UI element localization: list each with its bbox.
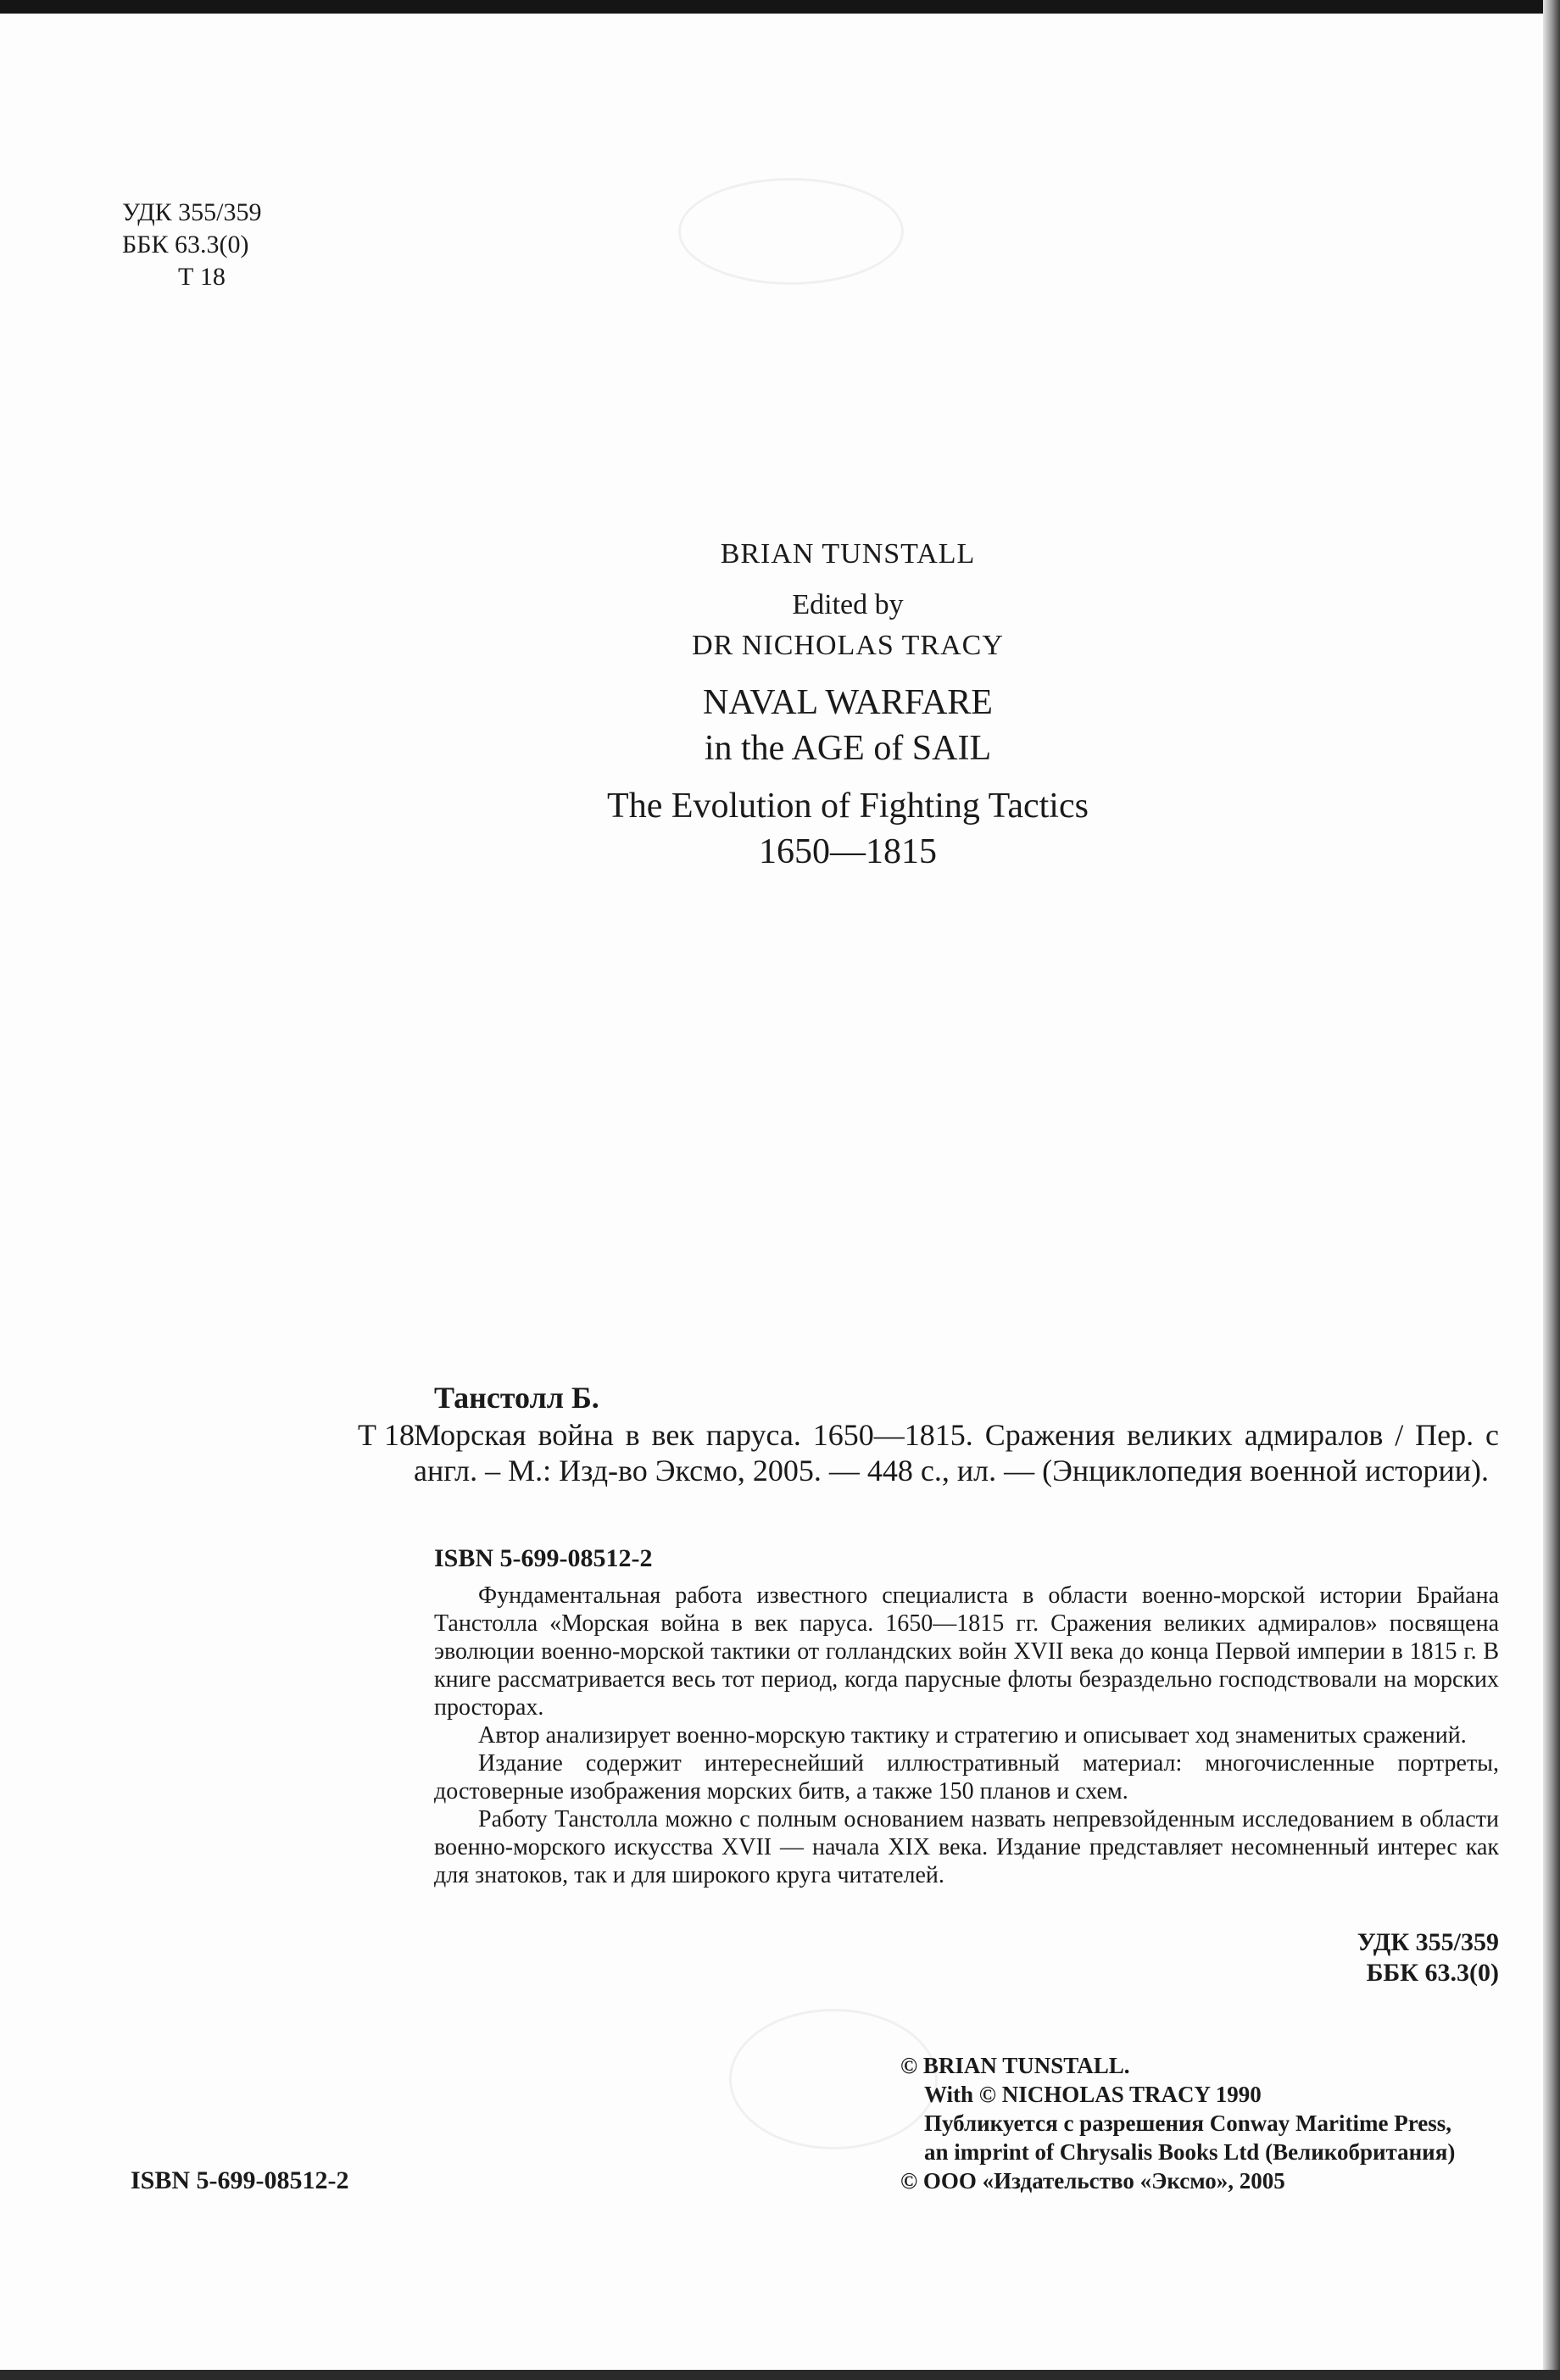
classification-block — [122, 197, 262, 293]
book-title — [390, 680, 1306, 771]
faint-stamp — [678, 178, 904, 285]
book-title-line1: NAVAL WARFARE — [703, 683, 993, 722]
scan-edge-top — [0, 0, 1560, 14]
copyright-line: With © NICHOLAS TRACY 1990 — [924, 2082, 1262, 2107]
copyright-block — [900, 2051, 1511, 2195]
scan-edge-bottom — [0, 2370, 1560, 2380]
book-title-line2: in the AGE of SAIL — [704, 729, 992, 768]
editor-name: DR NICHOLAS TRACY — [692, 630, 1004, 661]
catalog-author: Танстолл Б. — [434, 1381, 599, 1415]
abstract-paragraph: Фундаментальная работа известного специалиста в области военно-морской истории Брайана Танстолла «Морская война в век паруса. 1650—1815 гг. Сражения великих адмиралов» посвящена эволюции военно-морской тактики от голландских войн XVII века до конца Первой империи в 1815 г. В книге рассматривается весь тот период, когда парусные флоты безраздельно господствовали на морских просторах. — [434, 1582, 1499, 1721]
udk-code: УДК 355/359 — [122, 198, 262, 226]
abstract-paragraph: Автор анализирует военно-морскую тактику и стратегию и описывает ход знаменитых сражений. — [478, 1722, 1467, 1749]
copyright-line: an imprint of Chrysalis Books Ltd (Великобритания) — [924, 2139, 1456, 2165]
abstract — [434, 1582, 1499, 1889]
copyright-line: © ООО «Издательство «Эксмо», 2005 — [900, 2168, 1285, 2194]
copyright-line: © BRIAN TUNSTALL. — [900, 2053, 1130, 2078]
title-block — [390, 534, 1306, 875]
abstract-paragraph: Издание содержит интереснейший иллюстративный материал: многочисленные портреты, достоверные изображения морских битв, а также 150 планов и схем. — [434, 1750, 1499, 1804]
catalog-entry: Морская война в век паруса. 1650—1815. Сражения великих адмиралов / Пер. с англ. – М.: Изд-во Эксмо, 2005. — 448 с., ил. — (Энциклопедия военной истории). — [414, 1418, 1499, 1488]
scan-edge-right — [1543, 0, 1560, 2380]
abstract-paragraph: Работу Танстолла можно с полным основанием назвать непревзойденным исследованием в области военно-морского искусства XVII — начала XIX века. Издание представляет несомненный интерес как для знатоков, так и для широкого круга читателей. — [434, 1806, 1499, 1888]
bottom-isbn: ISBN 5-699-08512-2 — [131, 2166, 349, 2194]
catalog-code: Т 18 — [358, 1418, 415, 1452]
bbk-code: ББК 63.3(0) — [122, 231, 249, 259]
subtitle-line2: 1650—1815 — [759, 832, 937, 871]
catalog-codes — [1153, 1927, 1499, 1988]
catalog-isbn: ISBN 5-699-08512-2 — [434, 1544, 653, 1572]
edited-by-label: Edited by — [792, 589, 904, 620]
author-name: BRIAN TUNSTALL — [720, 538, 976, 570]
catalog-bbk: ББК 63.3(0) — [1366, 1959, 1499, 1987]
subtitle-line1: The Evolution of Fighting Tactics — [607, 787, 1089, 826]
book-subtitle — [390, 783, 1306, 875]
copyright-line: Публикуется с разрешения Conway Maritime Press, — [924, 2110, 1451, 2136]
author-mark: Т 18 — [178, 263, 226, 291]
catalog-udk: УДК 355/359 — [1357, 1928, 1499, 1956]
